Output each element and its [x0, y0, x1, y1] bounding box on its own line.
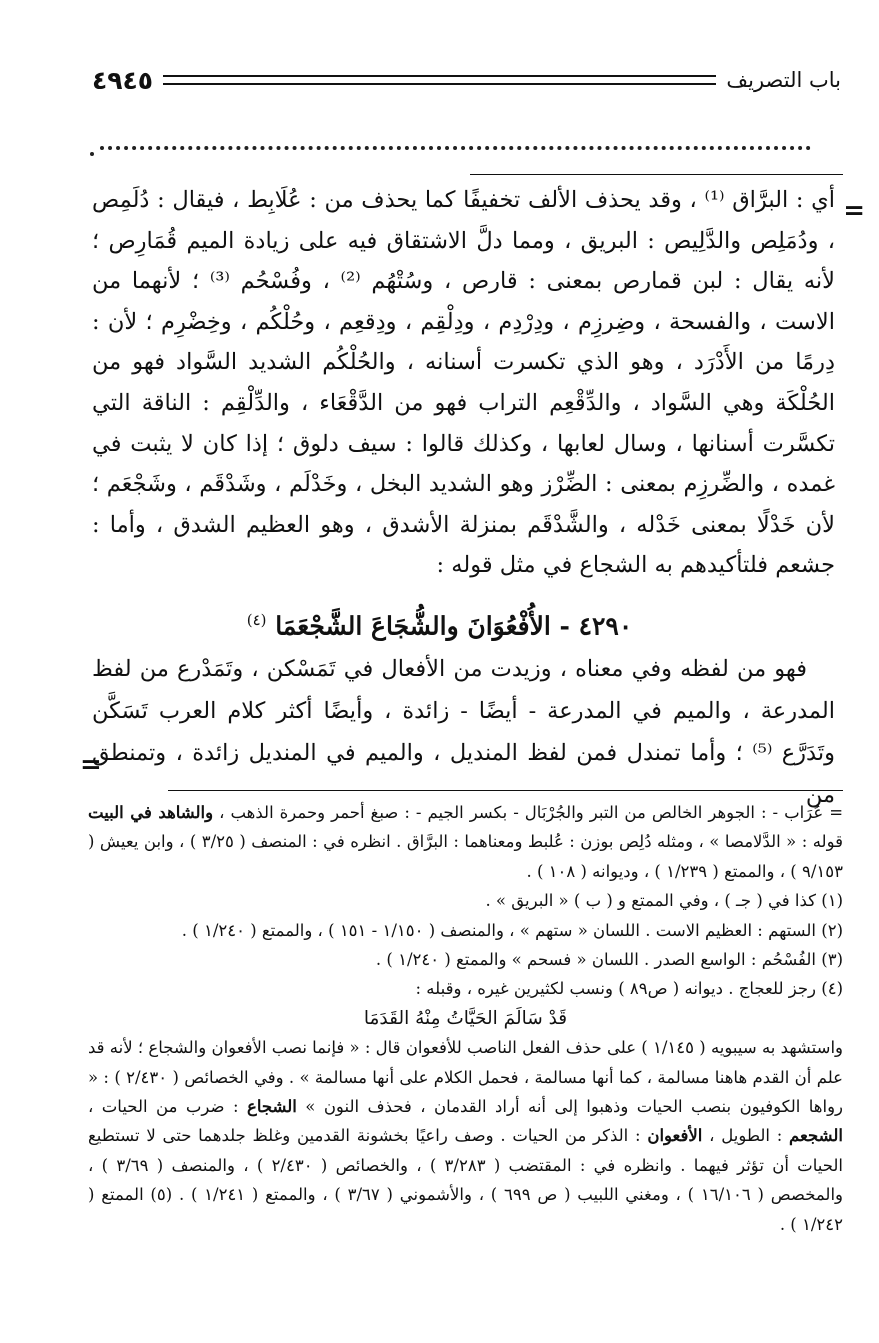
chapter-title: باب التصريف — [726, 68, 841, 92]
footnote-4-verse: قَدْ سَالَمَ الحَيَّاتُ مِنْهُ القَدَمَا — [363, 1007, 568, 1029]
paragraph-2: فهو من لفظه وفي معناه ، وزيدت من الأفعال في تَمَسْكن ، وتَمَدْرع من لفظ المدرعة ، والميم في المدرعة - أيضًا - زائدة ، وأيضًا أكثر كلام العرب تَسَكَّن وتَدَرَّع ⁽⁵⁾ ؛ وأما تمندل فمن لفظ المنديل ، والميم في المنديل زائدة ، وتمنطق من — [92, 656, 835, 808]
footnote-4-text-c: واستشهد به سيبويه ( ١/١٤٥ ) على حذف الفعل الناصب للأفعوان قال : « فإنما نصب الأفعوان والشجاع ؛ لأنه قد علم أن القدم هاهنا مسالمة ، كما أنها مسالمة ، فحمل الكلام على أنها مسالمة » . وفي الخصائص ( ٢/٤٣٠ ) : « رواها الكوفيون بنصب الحيات وذهبوا إلى أنه أراد القدمان ، فحذف النون » — [88, 1038, 844, 1117]
paragraph-1: أي : البرَّاق ⁽¹⁾ ، وقد يحذف الألف تخفيفًا كما يحذف من : عُلَابِط ، فيقال : دُلَمِص ، ودُمَلِص والدَّلِيص : البريق ، ومما دلَّ الاشتقاق فيه على زيادة الميم قُمَارِص ؛ لأنه يقال : لبن قمارص بمعنى : قارص ، وسُتْهُم ⁽²⁾ ، وفُسْحُم ⁽³⁾ ؛ لأنهما من الاست ، والفسحة ، وضِرزِم ، ودِرْدِم ، ودِلْقِم ، ودِقعِم ، وحُلْكُم ، وخِضْرِم ؛ لأن : دِرمًا من الأَدْرَد ، وهو الذي تكسرت أسنانه ، والحُلْكُم الشديد السَّواد فهو من الحُلْكَة وهي السَّواد ، والدِّقْعِم التراب فهو من الدَّقْعَاء ، والدِّلْقِم : الناقة التي تكسَّرت أسنانها ، وسال لعابها ، وكذلك قالوا : سيف دلوق ؛ إذا كان لا يثبت في غمده ، والضِّرزِم بمعنى : الضِّرْز وهو الشديد البخل ، وخَدْلَم ، وشَدْقَم ، وشَجْعَم ؛ لأن خَدْلًا بمعنى خَدْله ، والشَّدْقَم بمنزلة الأشدق ، وهو العظيم الشدق ، وأما : جشعم فلتأكيدهم به الشجاع في مثل قوله : — [92, 187, 835, 579]
verse-text: ٤٢٩٠ - الأُفْعُوَانَ والشُّجَاعَ الشَّجْعَمَا — [275, 611, 633, 641]
footnote-3: (٣) الفُسْحُم : الواسع الصدر . اللسان « فسحم » والممتع ( ١/٢٤٠ ) . — [375, 950, 843, 970]
footnote-2: (٢) الستهم : العظيم الاست . اللسان « ستهم » ، والمنصف ( ١/١٥٠ - ١٥١ ) ، والممتع ( ١/٢٤٠ ) . — [181, 920, 843, 940]
footnote-continued-text-b: قوله : « الدَّلامصا » ، ومثله دُلِص بوزن : عُلبط ومعناهما : البرَّاق . انظره في : المنصف ( ٣/٢٥ ) ، وابن يعيش ( ٩/١٥٣ ) ، والممتع ( ١/٢٣٩ ) ، وديوانه ( ١٠٨ ) . — [88, 832, 843, 881]
continuation-mark-end: = — [80, 750, 102, 780]
footnote-4: (٤) رجز للعجاج . ديوانه ( ص٨٩ ) ونسب لكثيرين غيره ، وقبله : — [415, 979, 843, 999]
footnote-4-term-2: الشجعم — [789, 1126, 843, 1146]
footnote-continued — [88, 798, 843, 886]
footnote-4-term-1: الشجاع — [246, 1097, 297, 1117]
verse-footnote-ref: (٤) — [246, 611, 267, 629]
footnote-4-commentary — [88, 1033, 843, 1239]
main-text — [92, 180, 835, 586]
footnote-4-text-d: : ضرب من الحيات ، — [88, 1097, 239, 1117]
footnote-continued-text-a: = عُرَاب - : الجوهر الخالص من التبر والجُرْبَال - بكسر الجيم - : صبغ أحمر وحمرة الذهب ، — [219, 803, 844, 822]
footnote-5: (٥) الممتع ( ١/٢٤٢ ) . — [88, 1185, 843, 1234]
footnote-4-text-f: : الذكر من الحيات . وصف راعيًا بخشونة القدمين وغلظ جلدهما حتى لا تستطيع الحيات أن تؤثر فيهما . وانظره في : المقتضب ( ٣/٢٨٣ ) ، والخصائص ( ٢/٤٣٠ ) ، والمنصف ( ٣/٦٩ ) ، والمخصص ( ١٦/١٠٦ ) ، ومغني اللبيب ( ص ٦٩٩ ) ، والأشموني ( ٣/٦٧ ) ، والممتع ( ١/٢٤١ ) . — [88, 1126, 843, 1205]
footnote-continued-bold: والشاهد في البيت — [88, 803, 214, 822]
footnote-rule — [168, 790, 843, 791]
footnote-4-text-e: : الطويل ، — [709, 1126, 783, 1146]
continuation-mark-start: = — [843, 196, 865, 226]
separator-dot — [90, 152, 94, 156]
dotted-separator — [100, 146, 811, 150]
running-header — [92, 62, 841, 98]
footnote-1: (١) كذا في ( جـ ) ، وفي الممتع و ( ب ) « البريق » . — [485, 891, 843, 911]
verse-line — [120, 600, 759, 646]
header-double-rule — [163, 75, 716, 85]
footnote-4-term-3: الأفعوان — [647, 1126, 703, 1146]
continuation-rule — [470, 174, 843, 175]
page-number: ٤٩٤٥ — [92, 65, 154, 95]
footnotes — [88, 798, 843, 1239]
